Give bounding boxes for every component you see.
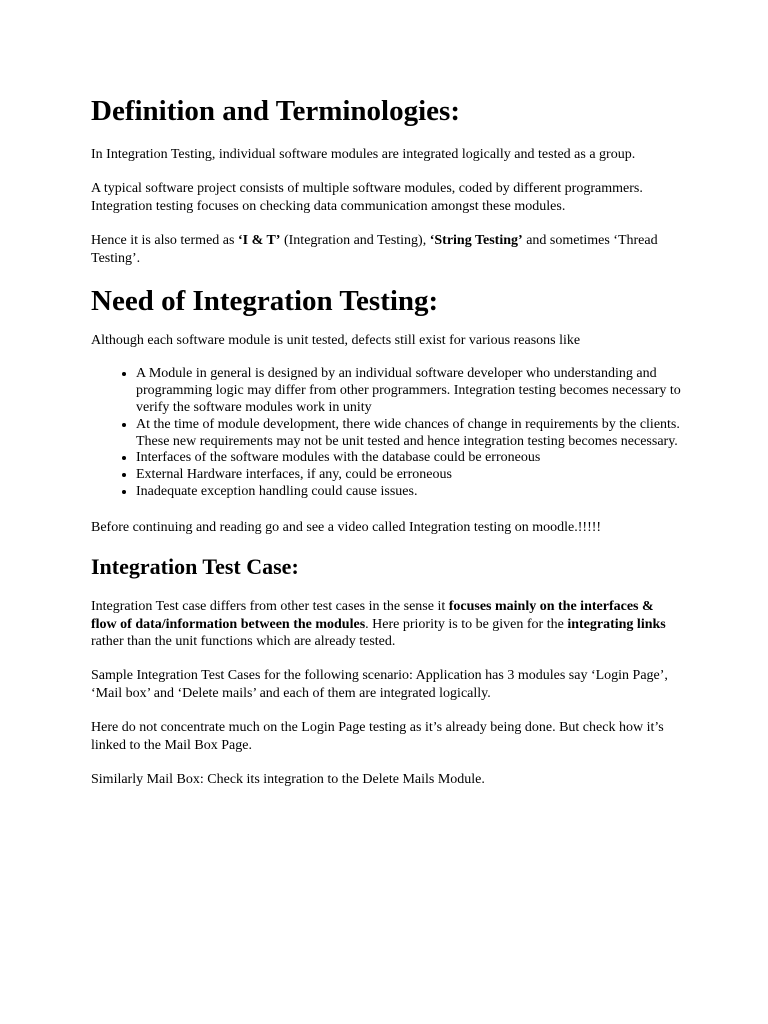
bold-term-string-testing: ‘String Testing’ xyxy=(429,233,523,249)
bold-term-i-and-t: ‘I & T’ xyxy=(237,233,281,249)
list-item: • Inadequate exception handling could cause issues. xyxy=(136,484,681,501)
text-segment: (Integration and Testing), xyxy=(280,233,430,249)
text-segment: Hence it is also termed as xyxy=(91,233,238,249)
paragraph-sample-test-cases: Sample Integration Test Cases for the following scenario: Application has 3 modules say ‘Login Page’, ‘Mail box’ and ‘Delete mails’ and each of them are integrated logically. xyxy=(91,668,668,701)
list-item: • A Module in general is designed by an individual software developer who understanding and programming logic may differ from other programmers. Integration testing becomes necessary to verify the software modules work in unity xyxy=(136,366,681,416)
paragraph-login-page: Here do not concentrate much on the Login Page testing as it’s already being done. But check how it’s linked to the Mail Box Page. xyxy=(91,720,664,753)
list-item: • At the time of module development, there wide chances of change in requirements by the clients. These new requirements may not be unit tested and hence integration testing becomes necessary. xyxy=(136,417,681,451)
text-segment: rather than the unit functions which are already tested. xyxy=(91,634,396,650)
document-content xyxy=(91,94,681,788)
paragraph-integration-testing-intro: In Integration Testing, individual software modules are integrated logically and tested as a group. xyxy=(91,147,636,162)
paragraph-need-intro: Although each software module is unit tested, defects still exist for various reasons like xyxy=(91,333,581,349)
paragraph-software-project: A typical software project consists of multiple software modules, coded by different programmers. Integration testing focuses on checking data communication amongst these modules. xyxy=(91,181,643,214)
text-segment: and sometimes ‘Thread Testing’. xyxy=(91,233,658,266)
list-item: • External Hardware interfaces, if any, could be erroneous xyxy=(136,467,681,484)
bold-integrating-links: integrating links xyxy=(567,616,666,632)
heading-integration-test-case: Integration Test Case: xyxy=(91,554,299,580)
paragraph-test-case-differs xyxy=(91,598,681,650)
list-item: • Interfaces of the software modules with the database could be erroneous xyxy=(136,450,681,467)
reasons-list xyxy=(91,366,681,500)
text-segment: Integration Test case differs from other test cases in the sense it xyxy=(91,599,449,615)
heading-definition: Definition and Terminologies: xyxy=(91,95,460,127)
paragraph-mail-box: Similarly Mail Box: Check its integration to the Delete Mails Module. xyxy=(91,772,485,788)
text-segment: . Here priority is to be given for the xyxy=(365,616,568,632)
paragraph-also-termed xyxy=(91,232,681,267)
bold-focus-interfaces: focuses mainly on the interfaces & flow of data/information between the modules xyxy=(91,599,654,632)
heading-need: Need of Integration Testing: xyxy=(91,285,439,318)
paragraph-video-note: Before continuing and reading go and see a video called Integration testing on moodle.!!!!! xyxy=(91,519,602,535)
